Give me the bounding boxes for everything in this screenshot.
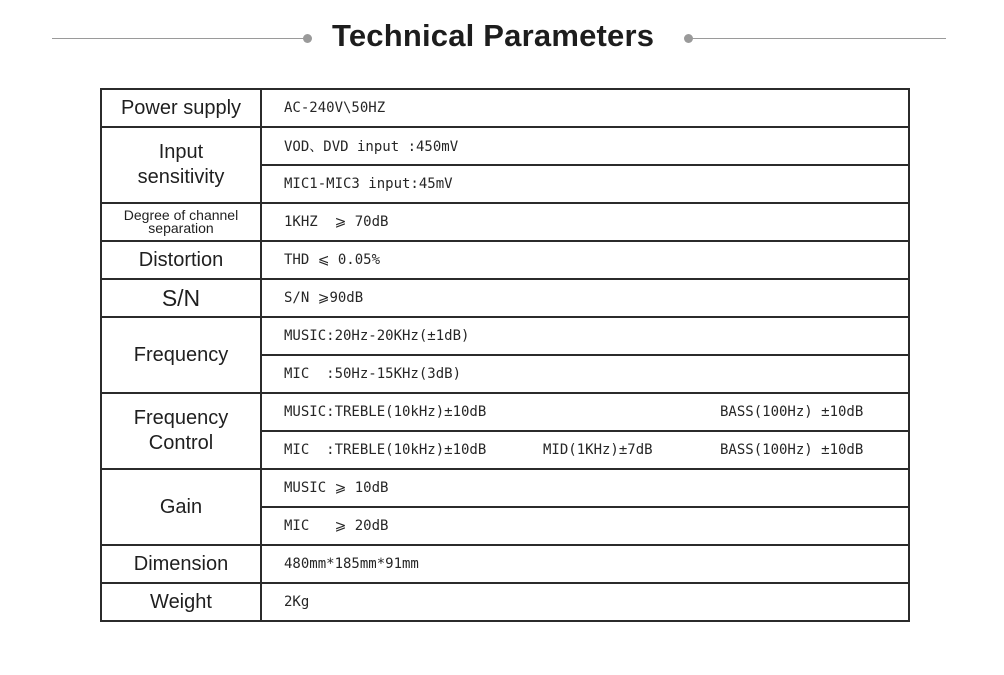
mic-bass-value: BASS(100Hz) ±10dB: [720, 442, 864, 458]
technical-parameters-table: [100, 88, 910, 622]
header-divider-right: [690, 38, 946, 39]
frequency-control-mic-cell: [261, 431, 909, 469]
weight-label: Weight: [101, 583, 261, 621]
table-row-dimension: [101, 545, 909, 583]
distortion-value: THD ⩽ 0.05%: [261, 241, 909, 279]
gain-value: MIC ⩾ 20dB: [261, 507, 909, 545]
channel-separation-value: 1KHZ ⩾ 70dB: [261, 203, 909, 241]
table-row-frequency-control-1: [101, 393, 909, 431]
table-row-input-sensitivity-1: [101, 127, 909, 165]
table-row-distortion: [101, 241, 909, 279]
page-title: Technical Parameters: [332, 18, 655, 53]
mic-mid-value: MID(1KHz)±7dB: [543, 442, 653, 458]
table-row-weight: [101, 583, 909, 621]
music-treble-value: MUSIC:TREBLE(10kHz)±10dB: [284, 404, 487, 420]
frequency-value: MUSIC:20Hz-20KHz(±1dB): [261, 317, 909, 355]
input-sensitivity-value: MIC1-MIC3 input:45mV: [261, 165, 909, 203]
distortion-label: Distortion: [101, 241, 261, 279]
power-supply-value: AC-240V\50HZ: [261, 89, 909, 127]
header-divider-left: [52, 38, 307, 39]
frequency-control-music-cell: [261, 393, 909, 431]
dimension-value: 480mm*185mm*91mm: [261, 545, 909, 583]
table-row-power-supply: [101, 89, 909, 127]
sn-label: S/N: [101, 279, 261, 317]
channel-separation-label: Degree of channel separation: [101, 203, 261, 241]
gain-value: MUSIC ⩾ 10dB: [261, 469, 909, 507]
frequency-control-label: Frequency Control: [101, 393, 261, 469]
input-sensitivity-value: VOD、DVD input :450mV: [261, 127, 909, 165]
table-row-frequency-1: [101, 317, 909, 355]
table-row-channel-separation: [101, 203, 909, 241]
dimension-label: Dimension: [101, 545, 261, 583]
weight-value: 2Kg: [261, 583, 909, 621]
music-bass-value: BASS(100Hz) ±10dB: [720, 404, 864, 420]
table-row-sn: [101, 279, 909, 317]
sn-value: S/N ⩾90dB: [261, 279, 909, 317]
table-row-gain-1: [101, 469, 909, 507]
frequency-value: MIC :50Hz-15KHz(3dB): [261, 355, 909, 393]
mic-treble-value: MIC :TREBLE(10kHz)±10dB: [284, 442, 487, 458]
gain-label: Gain: [101, 469, 261, 545]
frequency-label: Frequency: [101, 317, 261, 393]
power-supply-label: Power supply: [101, 89, 261, 127]
input-sensitivity-label: Input sensitivity: [101, 127, 261, 203]
header-bullet-left-icon: [303, 34, 312, 43]
